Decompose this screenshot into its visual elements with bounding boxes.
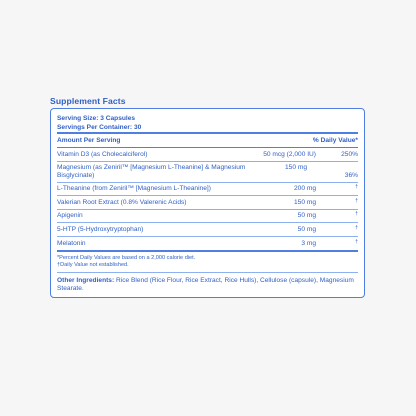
column-header-row: [57, 134, 358, 148]
nutrient-amount: 50 mcg (2,000 IU): [263, 150, 316, 158]
nutrient-daily-value: †: [355, 211, 358, 218]
supplement-facts-panel: [50, 108, 365, 298]
nutrient-name: 5-HTP (5-Hydroxytryptophan): [57, 225, 144, 233]
other-ingredients: [57, 273, 358, 294]
nutrient-row-magnesium: [57, 162, 358, 183]
daily-value-header: % Daily Value*: [312, 136, 358, 144]
other-ingredients-text: Rice Blend (Rice Flour, Rice Extract, Rice Hulls), Cellulose (capsule), Magnesium Stearate.: [57, 276, 354, 293]
nutrient-daily-value: †: [355, 238, 358, 245]
nutrient-name: Apigenin: [57, 212, 83, 220]
footnotes: [57, 252, 358, 273]
nutrient-daily-value: 36%: [344, 171, 358, 179]
nutrient-row-vitamin-d3: [57, 148, 358, 162]
nutrient-row-5-htp: [57, 223, 358, 237]
serving-info: [57, 109, 358, 134]
servings-per-container: Servings Per Container: 30: [57, 124, 142, 131]
footnote-daily-values: *Percent Daily Values are based on a 2,000 calorie diet.: [57, 254, 196, 261]
nutrient-daily-value: 250%: [341, 150, 358, 158]
amount-per-serving-header: Amount Per Serving: [57, 136, 121, 144]
footnote-not-established: †Daily Value not established.: [57, 261, 129, 268]
other-ingredients-label: Other Ingredients:: [57, 276, 115, 284]
nutrient-row-melatonin: [57, 237, 358, 252]
supplement-facts-title: Supplement Facts: [50, 96, 126, 106]
nutrient-name: Valerian Root Extract (0.8% Valerenic Acids): [57, 198, 187, 206]
nutrient-name: Magnesium (as Zeniril™ [Magnesium L-Theanine] & Magnesium Bisglycinate): [57, 164, 246, 179]
nutrient-row-apigenin: [57, 210, 358, 224]
nutrient-name: Vitamin D3 (as Cholecalciferol): [57, 150, 148, 158]
nutrient-amount: 50 mg: [297, 212, 316, 220]
nutrient-amount: 50 mg: [297, 225, 316, 233]
nutrient-amount: 3 mg: [301, 239, 316, 247]
nutrient-amount: 200 mg: [294, 185, 316, 193]
nutrient-daily-value: †: [355, 224, 358, 231]
nutrient-daily-value: †: [355, 184, 358, 191]
serving-size: Serving Size: 3 Capsules: [57, 115, 136, 122]
nutrient-name: L-Theanine (from Zeniril™ [Magnesium L-Theanine]): [57, 185, 211, 193]
nutrient-row-l-theanine: [57, 183, 358, 197]
nutrient-name: Melatonin: [57, 239, 86, 247]
nutrient-amount: 150 mg: [294, 198, 316, 206]
nutrient-amount: 150 mg: [285, 164, 307, 172]
nutrient-row-valerian-root: [57, 196, 358, 210]
nutrient-daily-value: †: [355, 197, 358, 204]
